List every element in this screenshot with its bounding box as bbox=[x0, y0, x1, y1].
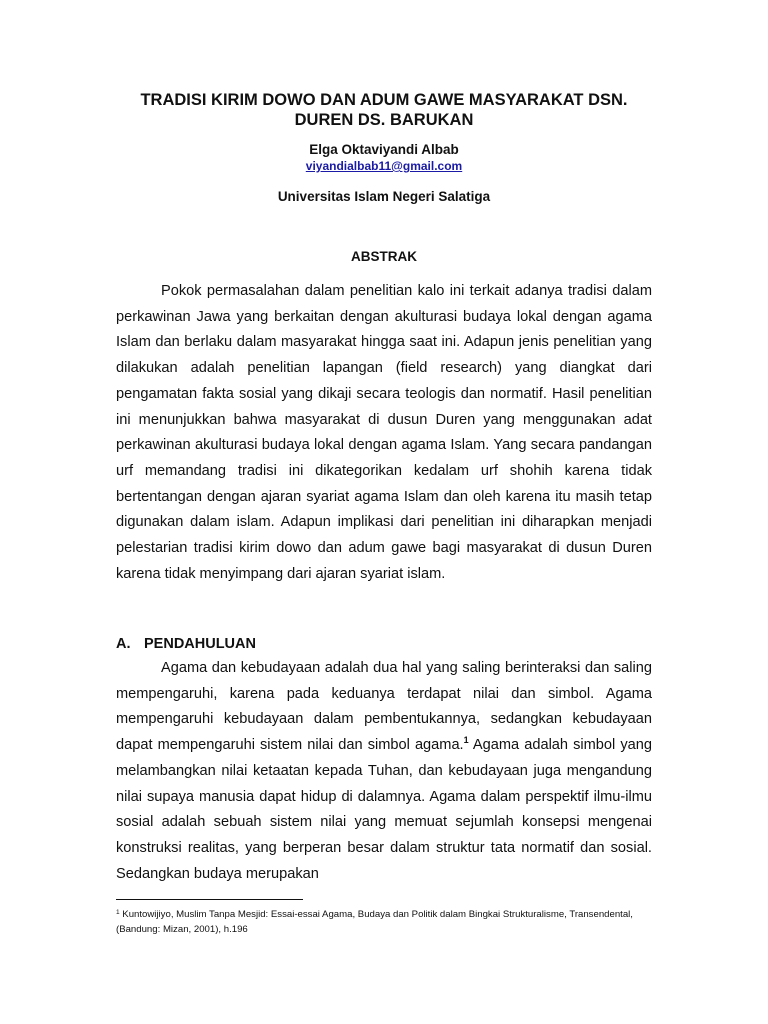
body-text-part-1: Agama dan kebudayaan adalah dua hal yang saling berinteraksi dan saling mempengaruhi, karena pada keduanya terdapat nilai dan simbol. Agama mempengaruhi kebudayaan dalam pembentukannya, sedangkan kebudayaan dapat mempengaruhi sistem nilai dan simbol agama. bbox=[116, 660, 652, 754]
paper-title bbox=[100, 90, 668, 130]
body-text-part-2: Agama adalah simbol yang melambangkan nilai ketaatan kepada Tuhan, dan kebudayaan juga mengandung nilai supaya manusia dapat hidup di dalamnya. Agama dalam perspektif ilmu-ilmu sosial adalah sebuah sistem nilai yang memuat sejumlah konsepsi mengenai konstruksi realitas, yang berperan besar dalam struktur tata normatif dan sosial. Sedangkan budaya merupakan bbox=[116, 737, 653, 882]
footnote-reference[interactable]: 1 bbox=[463, 735, 469, 746]
footnote-number: 1 bbox=[116, 909, 120, 916]
title-line-2: DUREN DS. BARUKAN bbox=[294, 111, 474, 129]
footnote-divider bbox=[116, 899, 303, 900]
title-line-1: TRADISI KIRIM DOWO DAN ADUM GAWE MASYARAKAT DSN. bbox=[140, 91, 628, 109]
section-number: A. bbox=[116, 636, 131, 652]
abstract-paragraph: Pokok permasalahan dalam penelitian kalo ini terkait adanya tradisi dalam perkawinan Jawa yang berkaitan dengan akulturasi budaya lokal dengan agama Islam dan berlaku dalam masyarakat hingga saat ini. Adapun jenis penelitian yang dilakukan adalah penelitian lapangan (field research) yang diangkat dari pengamatan fakta sosial yang dikaji secara teologis dan normatif. Hasil penelitian ini menunjukkan bahwa masyarakat di dusun Duren yang menggunakan adat perkawinan akulturasi budaya lokal dengan agama Islam. Yang secara pandangan urf memandang tradisi ini dikategorikan kedalam urf shohih karena tidak bertentangan dengan ajaran syariat agama Islam dan oleh karena itu masih tetap digunakan dalam islam. Adapun implikasi dari penelitian ini diharapkan menjadi pelestarian tradisi kirim dowo dan adum gawe bagi masyarakat di dusun Duren karena tidak menyimpang dari ajaran syariat islam. bbox=[116, 283, 652, 582]
author-affiliation: Universitas Islam Negeri Salatiga bbox=[277, 189, 491, 204]
author-name: Elga Oktaviyandi Albab bbox=[309, 142, 459, 157]
body-paragraph bbox=[116, 656, 652, 887]
author-email-container bbox=[100, 158, 668, 174]
footnote-text: Kuntowijiyo, Muslim Tanpa Mesjid: Essai-essai Agama, Budaya dan Politik dalam Bingkai Strukturalisme, Transendental, (Bandung: Mizan, 2001), h.196 bbox=[116, 909, 633, 935]
abstract-heading: ABSTRAK bbox=[351, 249, 417, 264]
section-title: PENDAHULUAN bbox=[144, 636, 256, 652]
footnote bbox=[116, 907, 652, 937]
section-heading bbox=[116, 634, 256, 654]
author-email-link[interactable]: viyandialbab11@gmail.com bbox=[305, 159, 463, 173]
